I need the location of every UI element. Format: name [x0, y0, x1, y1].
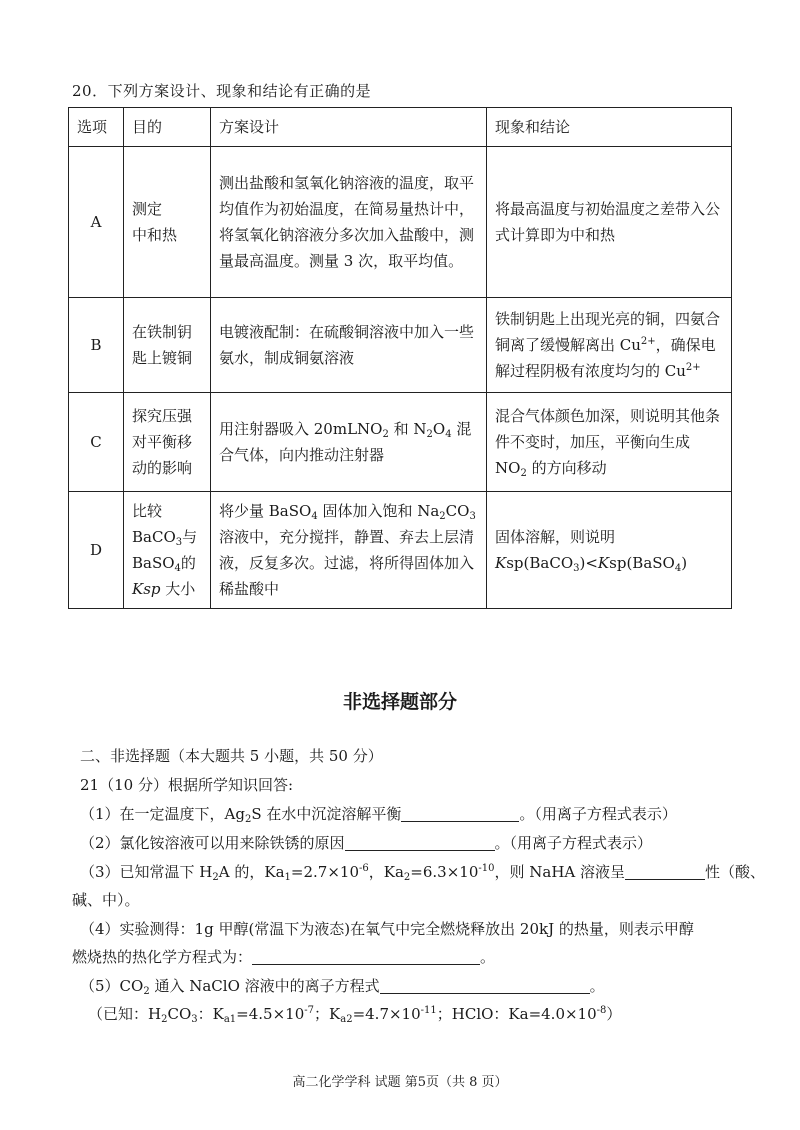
page-footer: 高二化学学科 试题 第5页（共 8 页）: [292, 1075, 508, 1090]
table-header-row: [69, 108, 732, 147]
q21-title: 21（10 分）根据所学知识回答:: [80, 776, 293, 794]
q21-given-constants: （已知：$H_2CO_3$：$K_{a1}=4.5\times 10^{-7}$；$K_{a2}=4.7\times 10^{-11}$；HClO：$Ka=4.0\times 10^{-8}$）: [88, 1005, 622, 1025]
option-c: C: [69, 393, 124, 492]
design-c: 用注射器吸入 20mLNO$_2$ 和 $N_2O_4$ 混合气体，向内推动注射器: [211, 393, 487, 492]
part2-heading: 二、非选择题（本大题共 5 小题，共 50 分）: [80, 747, 383, 765]
header-purpose: 目的: [124, 108, 211, 147]
design-d: 将少量 BaSO$_4$ 固体加入饱和 $Na_2CO_3$ 溶液中，充分搅拌，静置、弃去上层清液，反复多次。过滤，将所得固体加入稀盐酸中: [211, 492, 487, 609]
table-row-a: [69, 147, 732, 298]
option-d: D: [69, 492, 124, 609]
table-row-c: [69, 393, 732, 492]
design-b: 电镀液配制：在硫酸铜溶液中加入一些氨水，制成铜氨溶液: [211, 298, 487, 393]
header-result: 现象和结论: [487, 108, 732, 147]
q21-subquestion-3-cont: 碱、中）。: [72, 891, 140, 909]
design-a: 测出盐酸和氢氧化钠溶液的温度，取平均值作为初始温度，在简易量热计中，将氢氧化钠溶液分多次加入盐酸中，测量最高温度。测量 3 次，取平均值。: [211, 147, 487, 298]
answer-blank-1[interactable]: [401, 805, 519, 822]
result-a: 将最高温度与初始温度之差带入公式计算即为中和热: [487, 147, 732, 298]
answer-blank-2[interactable]: [345, 834, 495, 851]
answer-blank-3[interactable]: [625, 863, 705, 880]
q21-subquestion-2: （2）氯化铵溶液可以用来除铁锈的原因 。（用离子方程式表示）: [80, 834, 653, 852]
section-heading: 非选择题部分: [342, 691, 457, 713]
question-20-title: 20．下列方案设计、现象和结论有正确的是: [72, 82, 372, 100]
purpose-a: 测定 中和热: [124, 147, 211, 298]
header-design: 方案设计: [211, 108, 487, 147]
q21-subquestion-3: （3）已知常温下 $H_2A$ 的，$Ka_1=2.7\times 10^{-6}$，$Ka_2=6.3\times 10^{-10}$，则 NaHA 溶液呈 性（酸、: [80, 863, 766, 883]
q21-subquestion-1: （1）在一定温度下，$Ag_2S$ 在水中沉淀溶解平衡 。（用离子方程式表示）: [80, 805, 677, 825]
q21-subquestion-4-cont: 燃烧热的热化学方程式为： 。: [72, 948, 496, 966]
option-a: A: [69, 147, 124, 298]
table-row-b: [69, 298, 732, 393]
purpose-b: 在铁制钥 匙上镀铜: [124, 298, 211, 393]
result-c: 混合气体颜色加深，则说明其他条件不变时，加压，平衡向生成 $NO_2$ 的方向移动: [487, 393, 732, 492]
answer-blank-4[interactable]: [252, 948, 480, 965]
experiment-table: [68, 107, 732, 609]
result-d: 固体溶解，则说明 Ksp(BaCO$_3$)<Ksp(BaSO$_4$): [487, 492, 732, 609]
header-option: 选项: [69, 108, 124, 147]
purpose-c: 探究压强 对平衡移 动的影响: [124, 393, 211, 492]
purpose-d: 比较 BaCO$_3$与 BaSO$_4$的 Ksp 大小: [124, 492, 211, 609]
option-b: B: [69, 298, 124, 393]
table-row-d: [69, 492, 732, 609]
q21-subquestion-4: （4）实验测得：1g 甲醇(常温下为液态)在氧气中完全燃烧释放出 20kJ 的热量，则表示甲醇: [80, 920, 694, 938]
result-b: 铁制钥匙上出现光亮的铜，四氨合铜离了缓慢解离出 $Cu^{2+}$，确保电解过程阴极有浓度均匀的 $Cu^{2+}$: [487, 298, 732, 393]
q21-subquestion-5: $(5)CO_2$ 通入 NaClO 溶液中的离子方程式 。: [80, 977, 605, 997]
answer-blank-5[interactable]: [380, 977, 590, 994]
